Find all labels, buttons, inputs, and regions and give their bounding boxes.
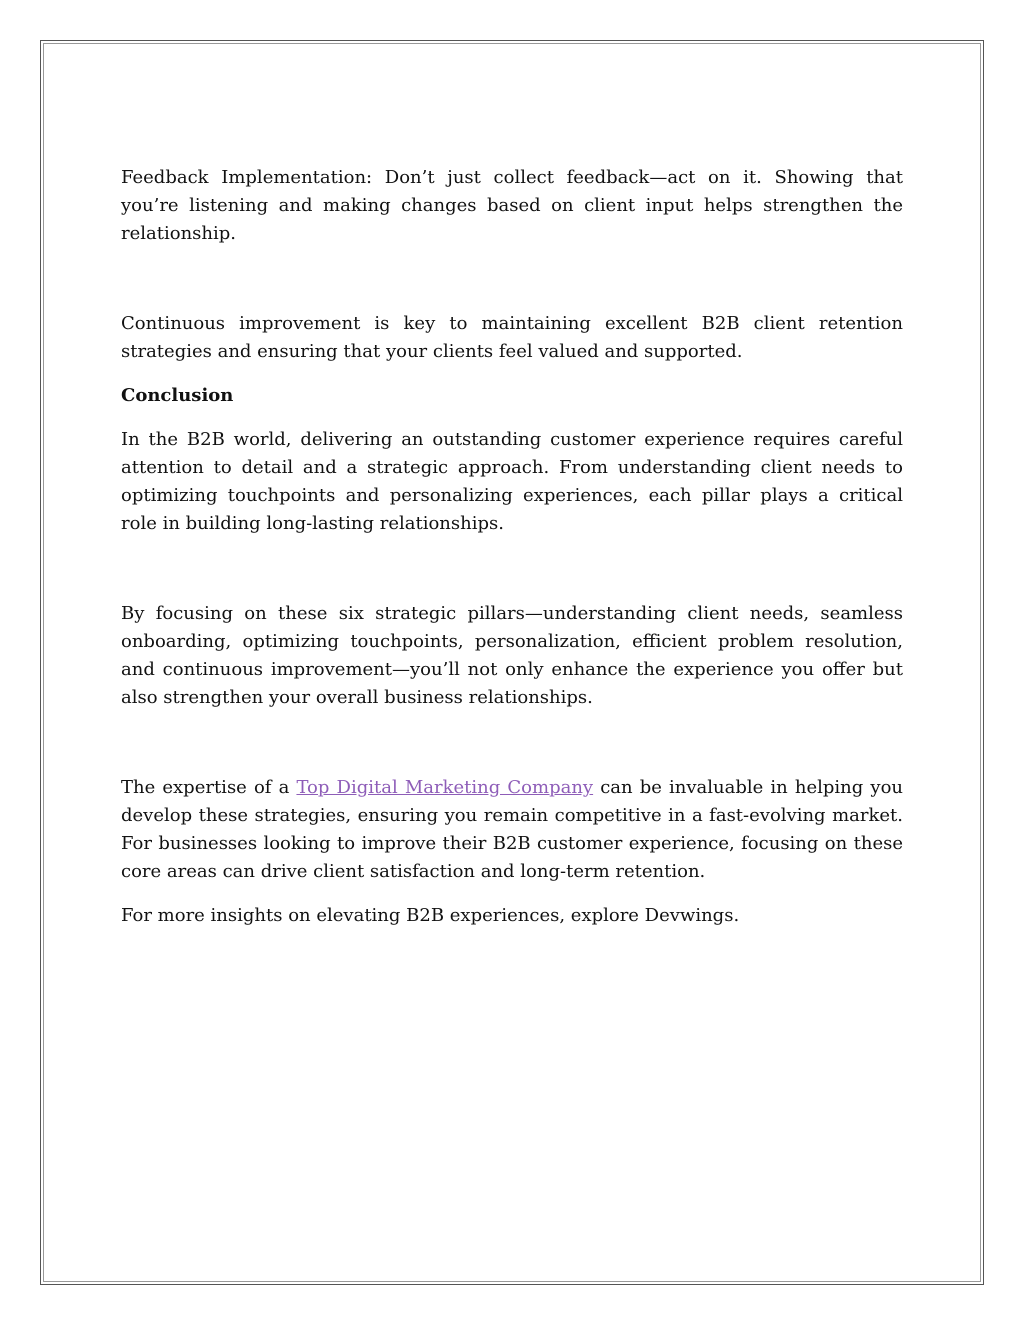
expertise-text-after: can be invaluable in helping you develop these strategies, ensuring you remain competitive in a fast-evolving market. For businesses looking to improve their B2B customer experience, focusing on these core areas can drive client satisfaction and long-term retention. — [121, 777, 903, 882]
continuous-improvement-paragraph: Continuous improvement is key to maintaining excellent B2B client retention strategies and ensuring that your clients feel valued and supported. — [121, 313, 903, 362]
feedback-paragraph: Feedback Implementation: Don’t just collect feedback—act on it. Showing that you’re listening and making changes based on client input helps strengthen the relationship. — [121, 167, 903, 244]
insights-paragraph: For more insights on elevating B2B experiences, explore Devwings. — [121, 905, 740, 926]
document-body — [121, 164, 903, 930]
top-digital-marketing-company-link[interactable]: Top Digital Marketing Company — [296, 777, 594, 798]
expertise-paragraph — [121, 774, 903, 886]
b2b-world-paragraph: In the B2B world, delivering an outstanding customer experience requires careful attention to detail and a strategic approach. From understanding client needs to optimizing touchpoints and personalizing experiences, each pillar plays a critical role in building long-lasting relationships. — [121, 429, 903, 534]
expertise-text-before: The expertise of a — [121, 777, 297, 798]
conclusion-heading: Conclusion — [121, 385, 234, 406]
six-pillars-paragraph: By focusing on these six strategic pillars—understanding client needs, seamless onboarding, optimizing touchpoints, personalization, efficient problem resolution, and continuous improvement—you’ll not only enhance the experience you offer but also strengthen your overall business relationships. — [121, 603, 903, 708]
